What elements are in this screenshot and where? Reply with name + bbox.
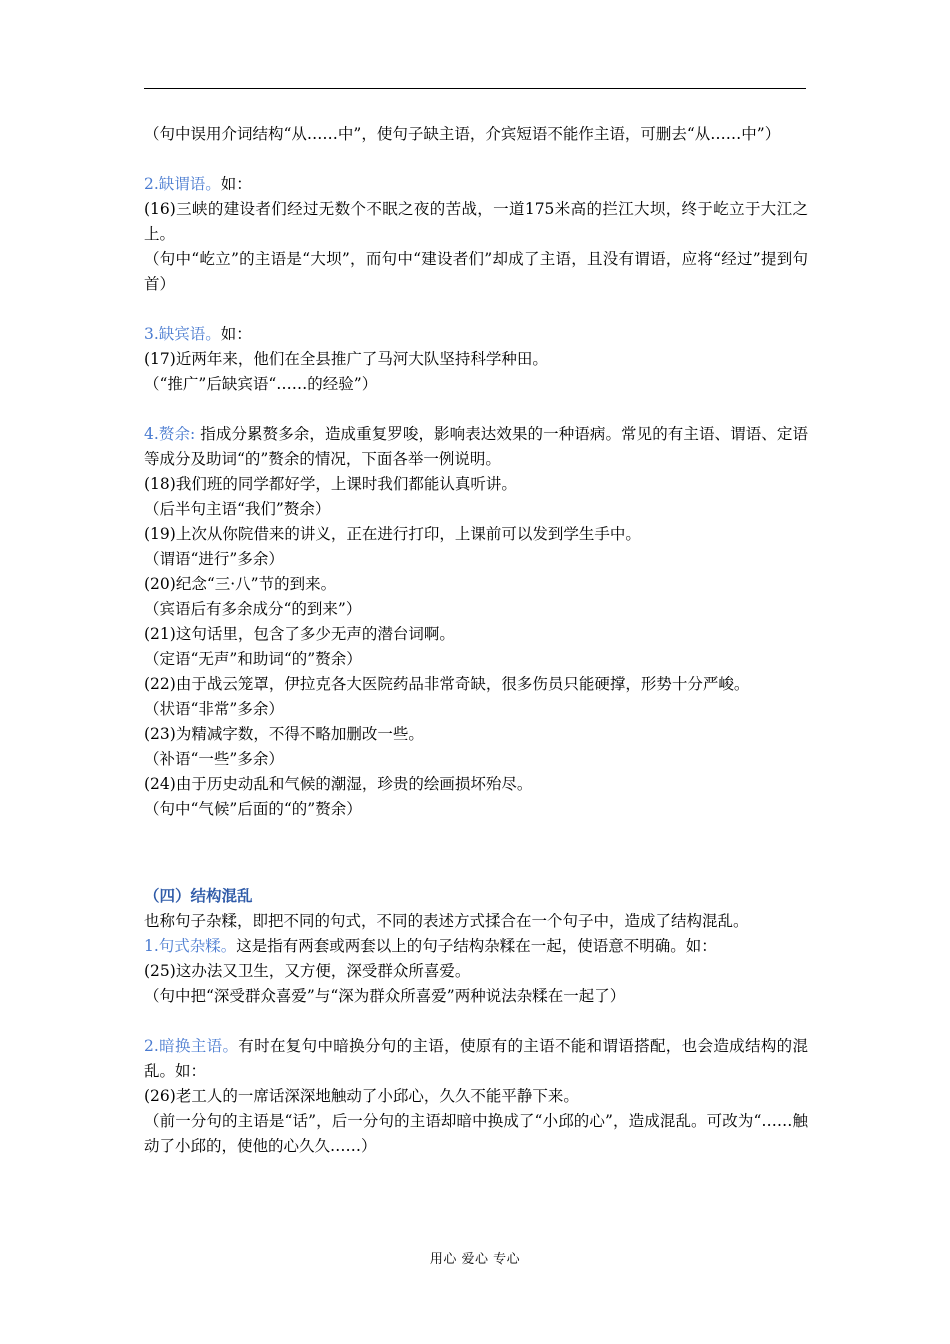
note-26: （前一分句的主语是“话”，后一分句的主语却暗中换成了“小邱的心”，造成混乱。可改为“……触动了小邱的，使他的心久久……）	[144, 1112, 808, 1155]
subsection-2-label: 2.暗换主语。	[144, 1037, 239, 1055]
spacer	[144, 147, 808, 172]
note-21: （定语“无声”和助词“的”赘余）	[144, 650, 362, 668]
note-16: （句中“屹立”的主语是“大坝”，而句中“建设者们”却成了主语，且没有谓语，应将“经过”提到句首）	[144, 250, 808, 293]
note-20: （宾语后有多余成分“的到来”）	[144, 600, 362, 618]
example-19: (19)上次从你院借来的讲义，正在进行打印，上课前可以发到学生手中。	[144, 525, 641, 543]
page-footer: 用心 爱心 专心	[429, 1252, 521, 1267]
header-rule	[144, 88, 806, 89]
section-2-title	[144, 172, 808, 197]
part-4-heading: （四）结构混乱	[144, 887, 253, 905]
section-3-label: 3.缺宾语。	[144, 325, 221, 343]
example-20: (20)纪念“三·八”节的到来。	[144, 575, 337, 593]
example-18: (18)我们班的同学都好学，上课时我们都能认真听讲。	[144, 475, 517, 493]
spacer	[144, 297, 808, 322]
section-3-title	[144, 322, 808, 347]
subsection-1-text: 这是指有两套或两套以上的句子结构杂糅在一起，使语意不明确。如：	[236, 937, 717, 955]
subsection-1-title	[144, 934, 808, 959]
note-25: （句中把“深受群众喜爱”与“深为群众所喜爱”两种说法杂糅在一起了）	[144, 987, 626, 1005]
note-17: （“推广”后缺宾语“……的经验”）	[144, 375, 378, 393]
part-4-intro: 也称句子杂糅，即把不同的句式，不同的表述方式揉合在一个句子中，造成了结构混乱。	[144, 912, 749, 930]
example-24: (24)由于历史动乱和气候的潮湿，珍贵的绘画损坏殆尽。	[144, 775, 533, 793]
note-22: （状语“非常”多余）	[144, 700, 284, 718]
spacer	[144, 397, 808, 422]
subsection-2-description	[144, 1034, 808, 1084]
note-19: （谓语“进行”多余）	[144, 550, 284, 568]
section-3-intro: 如：	[220, 325, 252, 343]
spacer	[144, 1009, 808, 1034]
example-26: (26)老工人的一席话深深地触动了小邱心，久久不能平静下来。	[144, 1087, 579, 1105]
document-body	[144, 122, 808, 1159]
section-4-text: 指成分累赘多余，造成重复罗唆，影响表达效果的一种语病。常见的有主语、谓语、定语等成分及助词“的”赘余的情况，下面各举一例说明。	[144, 425, 808, 468]
subsection-2-text: 有时在复句中暗换分句的主语，使原有的主语不能和谓语搭配，也会造成结构的混乱。如：	[144, 1037, 808, 1080]
note-18: （后半句主语“我们”赘余）	[144, 500, 331, 518]
note-23: （补语“一些”多余）	[144, 750, 284, 768]
spacer	[144, 822, 808, 884]
section-2-label: 2.缺谓语。	[144, 175, 221, 193]
example-21: (21)这句话里，包含了多少无声的潜台词啊。	[144, 625, 455, 643]
example-23: (23)为精减字数，不得不略加删改一些。	[144, 725, 424, 743]
section-2-intro: 如：	[220, 175, 252, 193]
example-25: (25)这办法又卫生，又方便，深受群众所喜爱。	[144, 962, 471, 980]
example-17: (17)近两年来，他们在全县推广了马河大队坚持科学种田。	[144, 350, 548, 368]
subsection-1-label: 1.句式杂糅。	[144, 937, 237, 955]
section-4-description	[144, 422, 808, 472]
note-paragraph-1: （句中误用介词结构“从……中”，使句子缺主语，介宾短语不能作主语，可删去“从……中”）	[144, 125, 781, 143]
example-22: (22)由于战云笼罩，伊拉克各大医院药品非常奇缺，很多伤员只能硬撑，形势十分严峻。	[144, 675, 750, 693]
example-16: (16)三峡的建设者们经过无数个不眠之夜的苦战，一道175米高的拦江大坝，终于屹立于大江之上。	[144, 200, 808, 243]
note-24: （句中“气候”后面的“的”赘余）	[144, 800, 362, 818]
section-4-label: 4.赘余:	[144, 425, 196, 443]
